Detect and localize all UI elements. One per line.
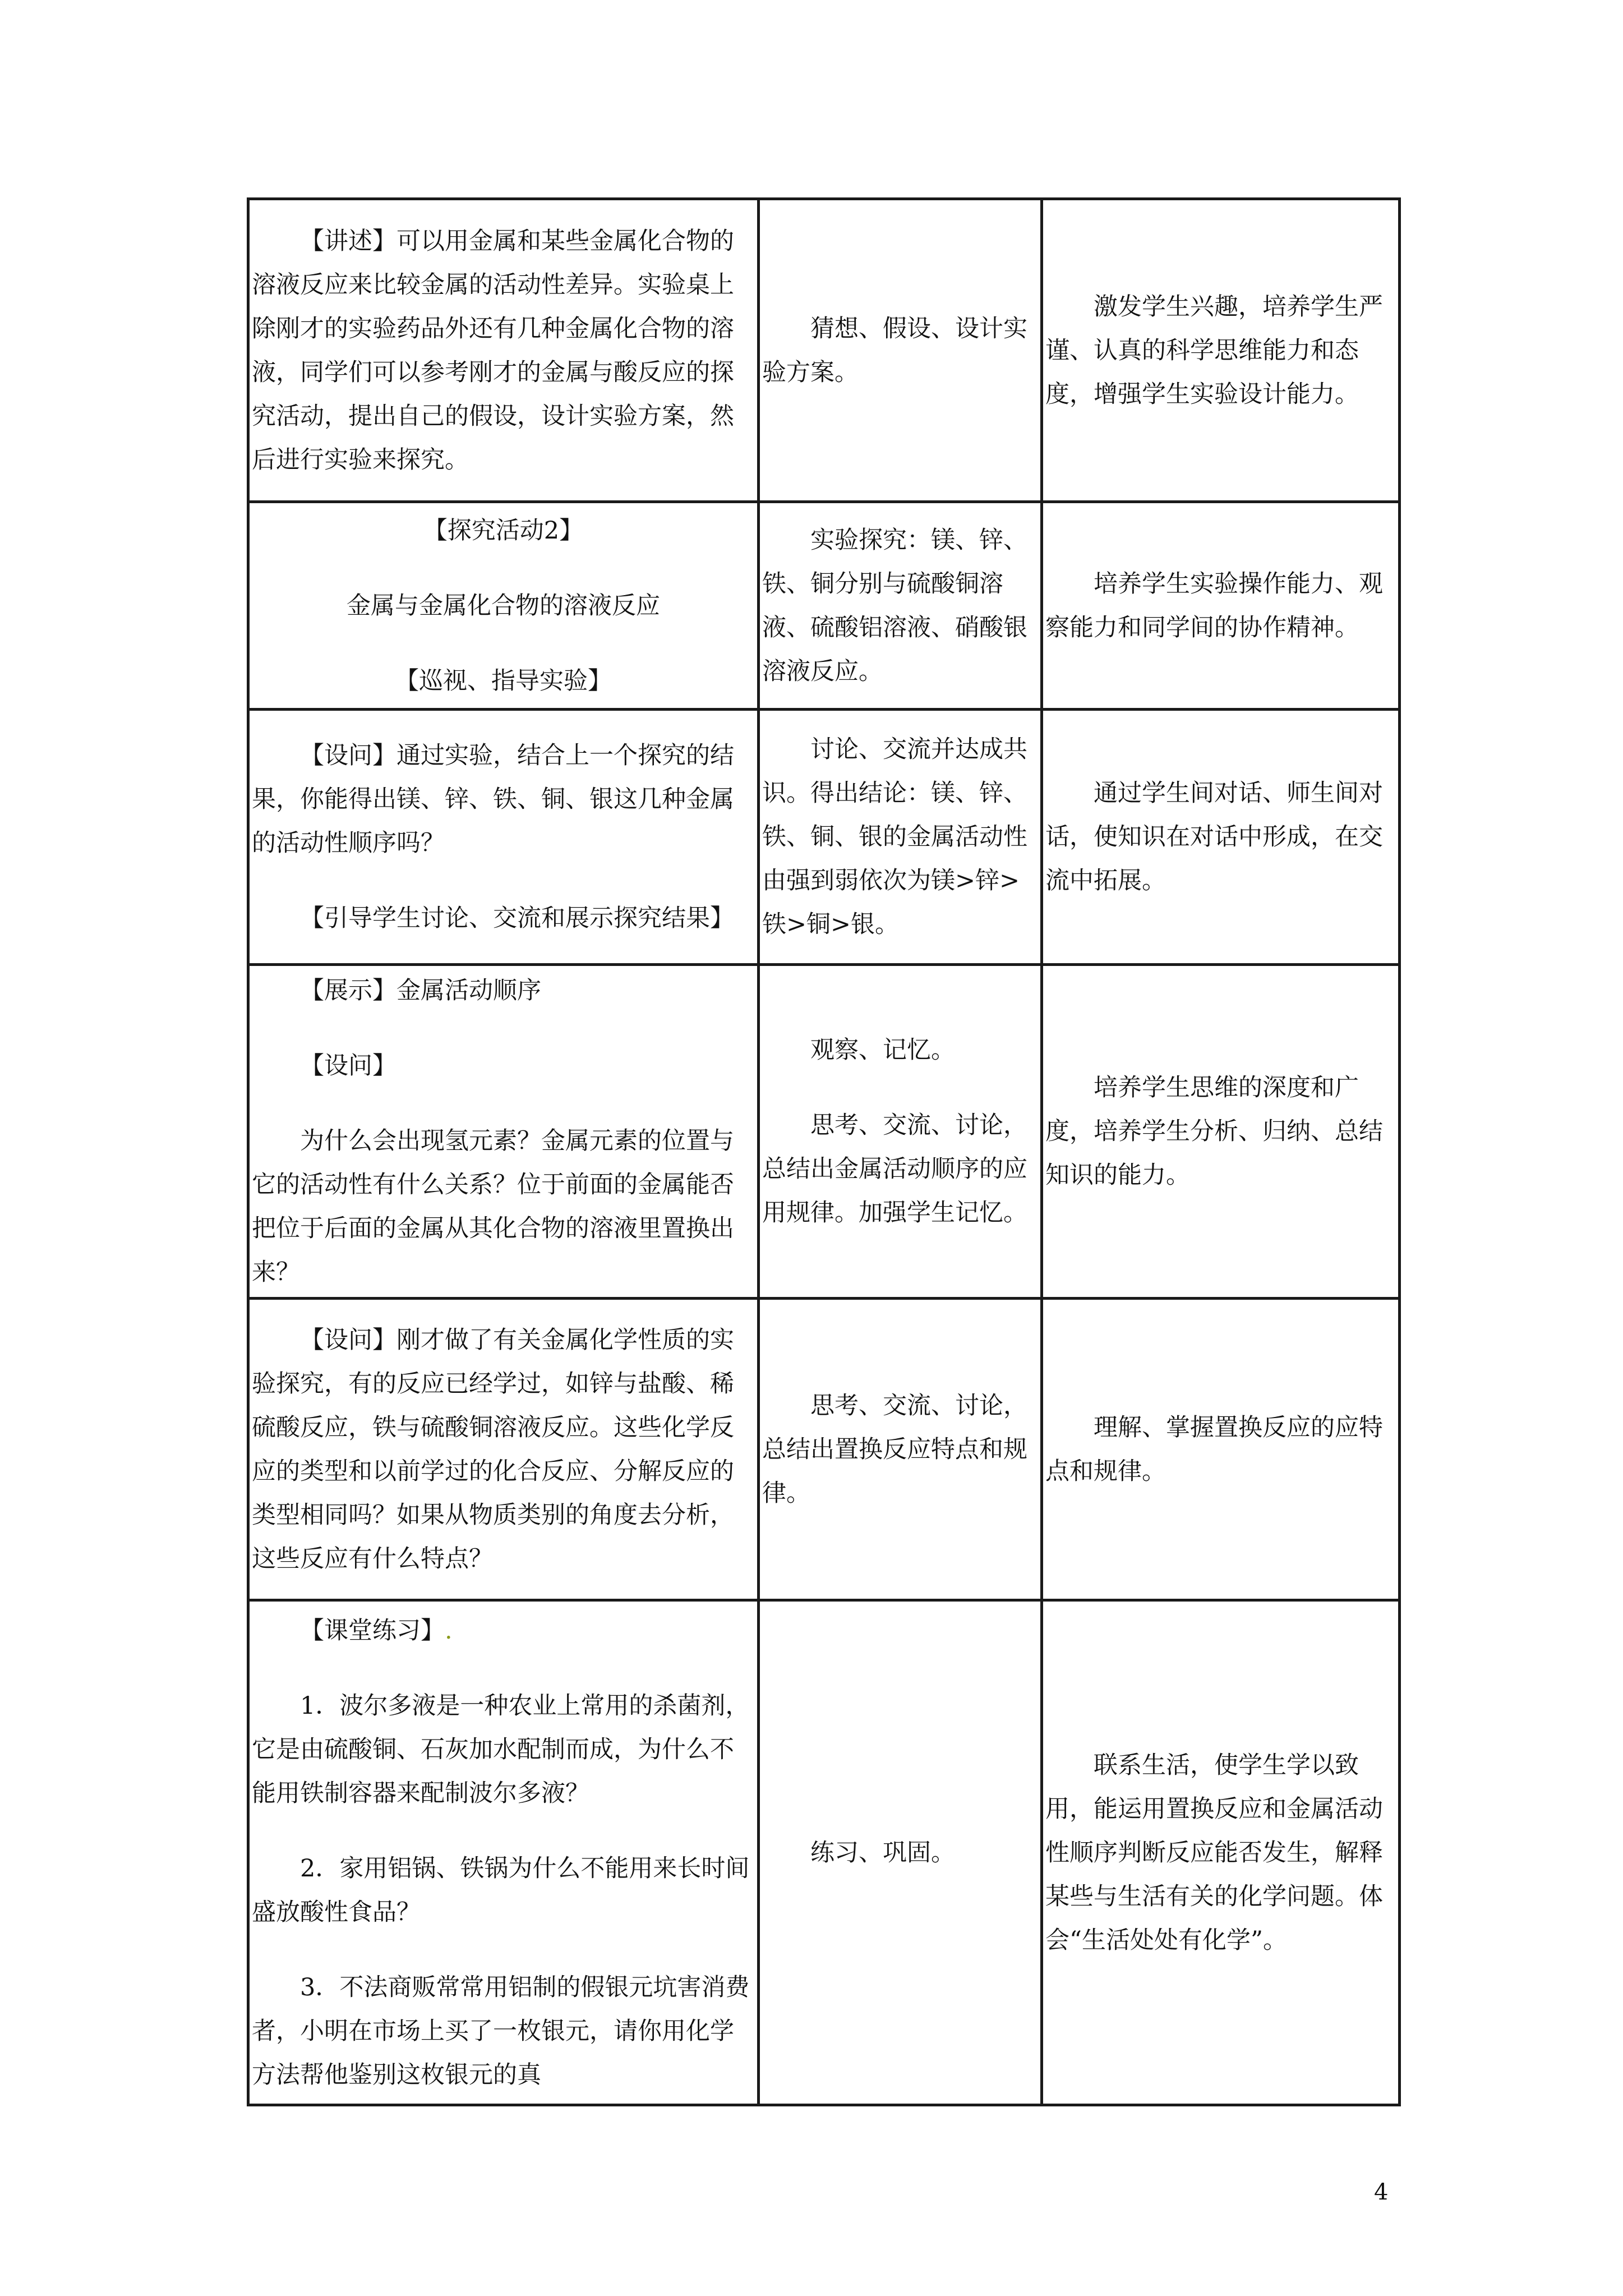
purpose-text: 通过学生间对话、师生间对话，使知识在对话中形成，在交流中拓展。 bbox=[1045, 779, 1383, 895]
student-text: 讨论、交流并达成共识。得出结论：镁、锌、铁、铜、银的金属活动性由强到弱依次为镁>锌>铁>铜>银。 bbox=[762, 735, 1027, 938]
student-activity-cell bbox=[759, 502, 1042, 710]
design-purpose-cell bbox=[1042, 199, 1400, 502]
student-activity-cell bbox=[759, 710, 1042, 965]
purpose-text: 理解、掌握置换反应的应特点和规律。 bbox=[1045, 1413, 1383, 1485]
teacher-text: 为什么会出现氢元素？金属元素的位置与它的活动性有什么关系？位于前面的金属能否把位于后面的金属从其化合物的溶液里置换出来？ bbox=[252, 1127, 734, 1286]
teacher-text: 1．波尔多液是一种农业上常用的杀菌剂，它是由硫酸铜、石灰加水配制而成，为什么不能用铁制容器来配制波尔多液？ bbox=[252, 1691, 750, 1807]
design-purpose-cell bbox=[1042, 965, 1400, 1299]
design-purpose-cell bbox=[1042, 710, 1400, 965]
student-activity-cell bbox=[759, 1600, 1042, 2105]
teacher-text: 【引导学生讨论、交流和展示探究结果】 bbox=[300, 904, 734, 932]
teacher-text: 【设问】刚才做了有关金属化学性质的实验探究，有的反应已经学过，如锌与盐酸、稀硫酸反应，铁与硫酸铜溶液反应。这些化学反应的类型和以前学过的化合反应、分解反应的类型相同吗？如果从物质类别的角度去分析，这些反应有什么特点？ bbox=[252, 1326, 734, 1573]
student-text: 思考、交流、讨论，总结出金属活动顺序的应用规律。加强学生记忆。 bbox=[762, 1111, 1027, 1227]
design-purpose-cell bbox=[1042, 1299, 1400, 1600]
teacher-activity-cell bbox=[248, 502, 759, 710]
purpose-text: 激发学生兴趣，培养学生严谨、认真的科学思维能力和态度，增强学生实验设计能力。 bbox=[1045, 292, 1383, 408]
student-text: 观察、记忆。 bbox=[810, 1036, 955, 1064]
table-row bbox=[248, 1600, 1400, 2105]
student-text: 练习、巩固。 bbox=[810, 1838, 955, 1867]
teacher-text: 【巡视、指导实验】 bbox=[395, 666, 612, 695]
table-row bbox=[248, 710, 1400, 965]
teacher-text: 【设问】 bbox=[300, 1052, 396, 1080]
teacher-activity-cell bbox=[248, 710, 759, 965]
page-number: 4 bbox=[1374, 2179, 1389, 2205]
student-activity-cell bbox=[759, 199, 1042, 502]
teacher-text: 【展示】金属活动顺序 bbox=[300, 977, 541, 1005]
purpose-text: 联系生活，使学生学以致用，能运用置换反应和金属活动性顺序判断反应能否发生，解释某些与生活有关的化学问题。体会“生活处处有化学”。 bbox=[1045, 1751, 1383, 1954]
teacher-activity-cell bbox=[248, 1600, 759, 2105]
purpose-text: 培养学生思维的深度和广度，培养学生分析、归纳、总结知识的能力。 bbox=[1045, 1074, 1383, 1189]
purpose-text: 培养学生实验操作能力、观察能力和同学间的协作精神。 bbox=[1045, 569, 1383, 642]
student-activity-cell bbox=[759, 1299, 1042, 1600]
student-activity-cell bbox=[759, 965, 1042, 1299]
teacher-text bbox=[252, 1609, 755, 1653]
table-row bbox=[248, 1299, 1400, 1600]
teacher-text: 3．不法商贩常常用铝制的假银元坑害消费者，小明在市场上买了一枚银元，请你用化学方法帮他鉴别这枚银元的真 bbox=[252, 1973, 750, 2089]
table-row bbox=[248, 965, 1400, 1299]
teacher-text: 【探究活动2】 bbox=[423, 516, 584, 545]
teacher-activity-cell bbox=[248, 199, 759, 502]
teacher-text: 【讲述】可以用金属和某些金属化合物的溶液反应来比较金属的活动性差异。实验桌上除刚才的实验药品外还有几种金属化合物的溶液，同学们可以参考刚才的金属与酸反应的探究活动，提出自己的假设，设计实验方案，然后进行实验来探究。 bbox=[252, 227, 734, 474]
student-text: 猜想、假设、设计实验方案。 bbox=[762, 314, 1027, 386]
practice-heading: 【课堂练习】 bbox=[300, 1616, 445, 1645]
design-purpose-cell bbox=[1042, 1600, 1400, 2105]
teacher-text: 2．家用铝锅、铁锅为什么不能用来长时间盛放酸性食品？ bbox=[252, 1854, 750, 1926]
student-text: 思考、交流、讨论，总结出置换反应特点和规律。 bbox=[762, 1391, 1027, 1507]
teacher-activity-cell bbox=[248, 965, 759, 1299]
lesson-table bbox=[247, 197, 1401, 2106]
teacher-activity-cell bbox=[248, 1299, 759, 1600]
student-text: 实验探究：镁、锌、铁、铜分别与硫酸铜溶液、硫酸铝溶液、硝酸银溶液反应。 bbox=[762, 526, 1027, 685]
teacher-text: 【设问】通过实验，结合上一个探究的结果，你能得出镁、锌、铁、铜、银这几种金属的活动性顺序吗？ bbox=[252, 742, 734, 857]
design-purpose-cell bbox=[1042, 502, 1400, 710]
table-row bbox=[248, 502, 1400, 710]
teacher-text: 金属与金属化合物的溶液反应 bbox=[347, 591, 660, 620]
table-row bbox=[248, 199, 1400, 502]
dot-mark: . bbox=[445, 1616, 453, 1645]
